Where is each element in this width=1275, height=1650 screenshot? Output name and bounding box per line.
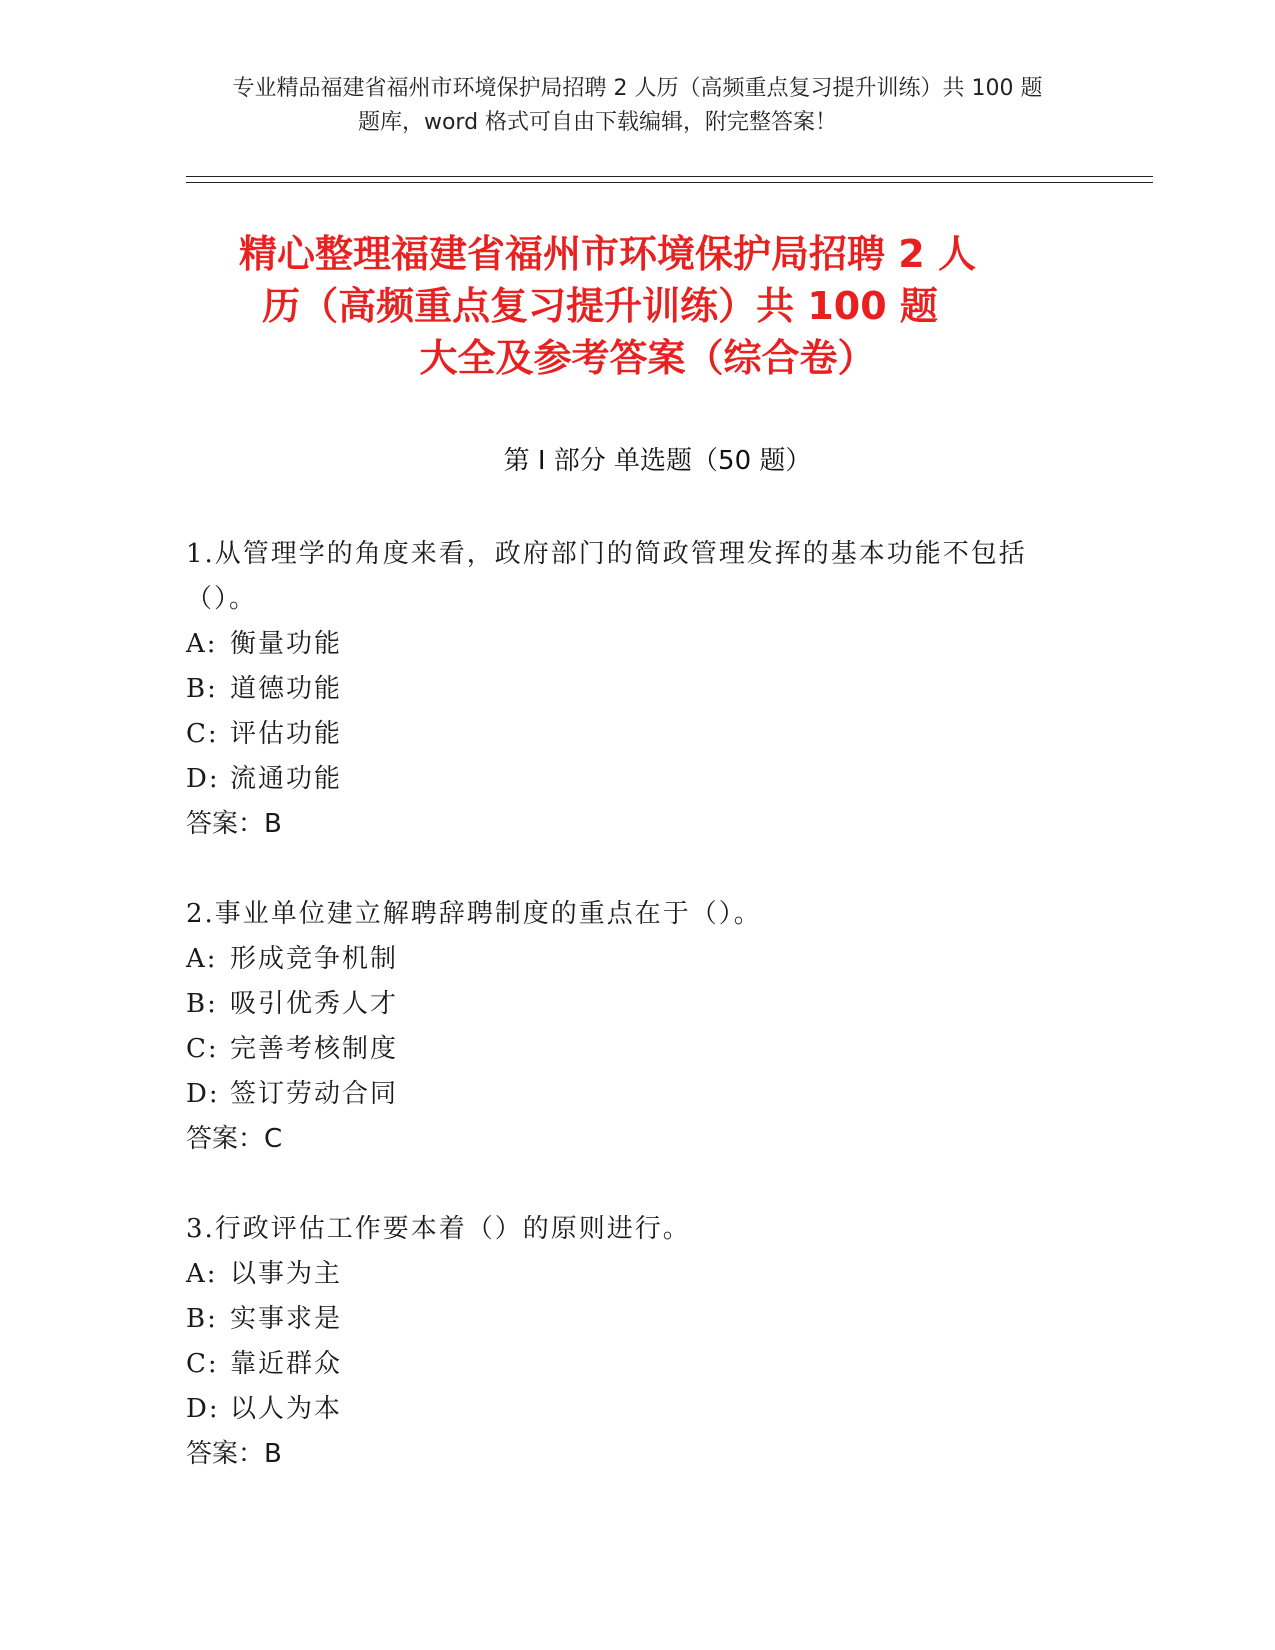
option-text: 流通功能 bbox=[230, 764, 343, 794]
option-text: 靠近群众 bbox=[230, 1349, 343, 1379]
header-divider-bottom bbox=[186, 182, 1153, 183]
option-key: D: bbox=[186, 764, 220, 794]
option-c bbox=[186, 1027, 1086, 1072]
option-text: 衡量功能 bbox=[230, 629, 343, 659]
option-c bbox=[186, 712, 1086, 757]
option-d bbox=[186, 757, 1086, 802]
question-stem: 2.事业单位建立解聘辞聘制度的重点在于（）。 bbox=[186, 899, 762, 929]
option-d bbox=[186, 1387, 1086, 1432]
option-key: D: bbox=[186, 1394, 220, 1424]
header-divider-top bbox=[186, 176, 1153, 177]
section-heading: 第 I 部分 单选题（50 题） bbox=[503, 446, 812, 476]
answer-line: 答案：B bbox=[186, 1439, 282, 1469]
question-item bbox=[186, 1207, 1086, 1477]
option-key: D: bbox=[186, 1079, 220, 1109]
option-key: C: bbox=[186, 1034, 219, 1064]
option-text: 完善考核制度 bbox=[230, 1034, 399, 1064]
option-text: 道德功能 bbox=[230, 674, 343, 704]
option-key: A: bbox=[186, 629, 218, 659]
option-text: 形成竞争机制 bbox=[230, 944, 399, 974]
option-text: 实事求是 bbox=[230, 1304, 343, 1334]
option-b bbox=[186, 982, 1086, 1027]
option-a bbox=[186, 937, 1086, 982]
option-key: A: bbox=[186, 944, 218, 974]
answer-line: 答案：B bbox=[186, 809, 282, 839]
option-key: C: bbox=[186, 1349, 219, 1379]
option-text: 以事为主 bbox=[230, 1259, 343, 1289]
question-stem: 1.从管理学的角度来看，政府部门的简政管理发挥的基本功能不包括（）。 bbox=[186, 539, 1027, 614]
option-text: 以人为本 bbox=[230, 1394, 343, 1424]
question-item bbox=[186, 532, 1086, 847]
title-line-3: 大全及参考答案（综合卷） bbox=[419, 336, 876, 380]
title-line-1: 精心整理福建省福州市环境保护局招聘 2 人 bbox=[239, 232, 976, 276]
option-key: B: bbox=[186, 674, 218, 704]
option-text: 评估功能 bbox=[230, 719, 343, 749]
option-text: 签订劳动合同 bbox=[230, 1079, 399, 1109]
answer-line: 答案：C bbox=[186, 1124, 283, 1154]
question-list bbox=[186, 532, 1086, 1522]
option-key: B: bbox=[186, 989, 218, 1019]
question-item bbox=[186, 892, 1086, 1162]
document-title bbox=[0, 228, 1275, 384]
option-key: C: bbox=[186, 719, 219, 749]
option-a bbox=[186, 622, 1086, 667]
option-b bbox=[186, 667, 1086, 712]
title-line-2: 历（高频重点复习提升训练）共 100 题 bbox=[262, 284, 938, 328]
header-line-1: 专业精品福建省福州市环境保护局招聘 2 人历（高频重点复习提升训练）共 100 题 bbox=[232, 76, 1043, 101]
header-line-2: 题库，word 格式可自由下载编辑，附完整答案！ bbox=[357, 110, 838, 135]
option-b bbox=[186, 1297, 1086, 1342]
option-key: A: bbox=[186, 1259, 218, 1289]
option-text: 吸引优秀人才 bbox=[230, 989, 399, 1019]
question-stem: 3.行政评估工作要本着（）的原则进行。 bbox=[186, 1214, 691, 1244]
option-a bbox=[186, 1252, 1086, 1297]
option-key: B: bbox=[186, 1304, 218, 1334]
option-c bbox=[186, 1342, 1086, 1387]
document-header bbox=[0, 72, 1275, 140]
option-d bbox=[186, 1072, 1086, 1117]
